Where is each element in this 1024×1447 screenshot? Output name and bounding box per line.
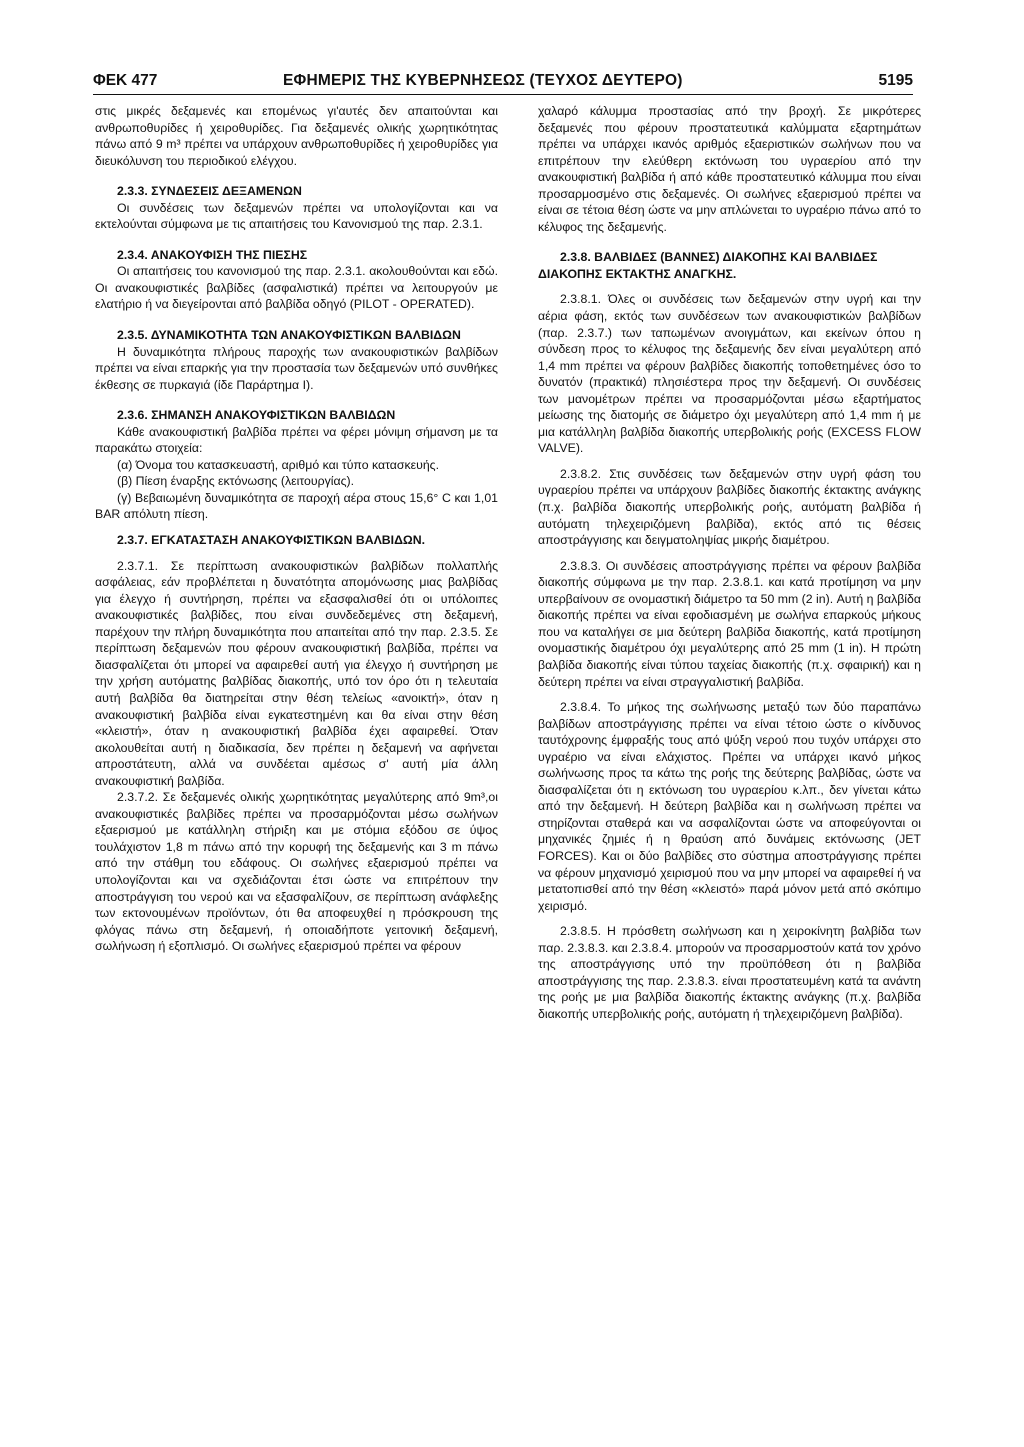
list-item-b: (β) Πίεση έναρξης εκτόνωσης (λειτουργίας).	[117, 474, 355, 489]
paragraph-2-3-7-1: 2.3.7.1. Σε περίπτωση ανακουφιστικών βαλβίδων πολλαπλής ασφάλειας, εάν προβλέπεται η δυνατότητα απομόνωσης μιας βαλβίδας για έλεγχο ή συντήρηση, πρέπει να εξασφαλισθεί ότι οι υπόλοιπες ανακουφιστικές βαλβίδες, που είναι συνδεδεμένες στη δεξαμενή, παρέχουν την πλήρη δυναμικότητα που απαιτείται από την παρ. 2.3.5. Σε περίπτωση δεξαμενών που φέρουν ανακουφιστική βαλβίδα, πρέπει να διασφαλίζεται ότι μπορεί να αφαιρεθεί αυτή για έλεγχο ή συντήρηση με την χρήση αυτόματης βαλβίδας διακοπής, υπό τον όρο ότι η τελευταία αυτή βαλβίδα θα διατηρείται στην θέση τελείως «ανοικτή», όταν η ανακουφιστική βαλβίδα είναι εγκατεστημένη και θα είναι στην θέση «κλειστή», όταν η ανακουφιστική βαλβίδα έχει αφαιρεθεί. Όταν ακολουθείται αυτή η διαδικασία, δεν πρέπει η δεξαμενή να αφήνεται απροστάτευτη, αλλά να συνδέεται αμέσως σ' αυτή μία άλλη ανακουφιστική βαλβίδα.	[95, 558, 498, 788]
right-column	[538, 103, 921, 1022]
paragraph: χαλαρό κάλυμμα προστασίας από την βροχή. Σε μικρότερες δεξαμενές που φέρουν προστατευτικά καλύμματα εξαρτημάτων πρέπει να υπάρχει ικανός αριθμός εξαεριστικών σωλήνων που να επιτρέπουν την ελεύθερη εκτόνωση του υγραερίου από την ανακουφιστική βαλβίδα ή από κάθε προστατευτικό κάλυμμα που είναι προσαρμοσμένο στις δεξαμενές. Οι σωλήνες εξαερισμού πρέπει να είναι σε τέτοια θέση ώστε να μην απλώνεται το υγραέριο πάνω από το κέλυφος της δεξαμενής.	[538, 104, 921, 234]
section-heading-2-3-3: 2.3.3. ΣΥΝΔΕΣΕΙΣ ΔΕΞΑΜΕΝΩΝ	[117, 184, 302, 199]
paragraph-2-3-8-4: 2.3.8.4. Το μήκος της σωλήνωσης μεταξύ των δύο παραπάνω βαλβίδων αποστράγγισης πρέπει να είναι τέτοιο ώστε ο κίνδυνος ταυτόχρονης έμφραξής τους από ψύξη νερού που τυχόν υπάρχει στο υγραέριο να είναι ελάχιστος. Πρέπει να υπάρχει ικανό μήκος σωλήνωσης προς τα κάτω της ροής της δεύτερης βαλβίδας, ώστε να διασφαλίζεται ότι η εκτόνωση του υγραερίου κ.λπ., δεν γίνεται κάτω από την δεξαμενή. Η δεύτερη βαλβίδα και η σωλήνωση πρέπει να στηρίζονται σταθερά και να ασφαλίζονται ώστε να αποφεύγονται οι μηχανικές ζημιές ή η θραύση από δυνάμεις εκτόνωσης (JET FORCES). Και οι δύο βαλβίδες στο σύστημα αποστράγγισης πρέπει να φέρουν μηχανισμό χειρισμού που να μην μπορεί να αφαιρεθεί ή να μετατοπισθεί από την θέση «κλειστό» παρά μόνον μετά από σκόπιμο χειρισμό.	[538, 700, 921, 913]
page-number: 5195	[878, 72, 913, 89]
list-item-c: (γ) Βεβαιωμένη δυναμικότητα σε παροχή αέρα στους 15,6° C και 1,01 BAR απόλυτη πίεση.	[95, 490, 498, 522]
section-heading-2-3-4: 2.3.4. ΑΝΑΚΟΥΦΙΣΗ ΤΗΣ ΠΙΕΣΗΣ	[117, 247, 308, 262]
gazette-title: ΕΦΗΜΕΡΙΣ ΤΗΣ ΚΥΒΕΡΝΗΣΕΩΣ (ΤΕΥΧΟΣ ΔΕΥΤΕΡΟ)	[283, 72, 683, 89]
section-heading-2-3-6: 2.3.6. ΣΗΜΑΝΣΗ ΑΝΑΚΟΥΦΙΣΤΙΚΩΝ ΒΑΛΒΙΔΩΝ	[117, 408, 396, 423]
paragraph: στις μικρές δεξαμενές και επομένως γι'αυτές δεν απαιτούνται και ανθρωποθυρίδες ή χειροθυρίδες. Για δεξαμενές ολικής χωρητικότητας πάνω από 9 m³ πρέπει να υπάρχουν ανθρωποθυρίδες ή χειροθυρίδες για διευκόλυνση του περιοδικού ελέγχου.	[95, 104, 498, 168]
page-header	[93, 62, 913, 95]
paragraph: Οι απαιτήσεις του κανονισμού της παρ. 2.3.1. ακολουθούνται και εδώ. Οι ανακουφιστικές βαλβίδες (ασφαλιστικά) πρέπει να λειτουργούν με ελατήριο ή να διεγείρονται από βαλβίδα οδηγό (PILOT - OPERATED).	[95, 264, 498, 312]
list-item-a: (α) Όνομα του κατασκευαστή, αριθμό και τύπο κατασκευής.	[117, 457, 440, 472]
section-heading-2-3-5: 2.3.5. ΔΥΝΑΜΙΚΟΤΗΤΑ ΤΩΝ ΑΝΑΚΟΥΦΙΣΤΙΚΩΝ ΒΑΛΒΙΔΩΝ	[117, 328, 461, 343]
paragraph-2-3-8-3: 2.3.8.3. Οι συνδέσεις αποστράγγισης πρέπει να φέρουν βαλβίδα διακοπής σύμφωνα με την παρ. 2.3.8.1. και κατά προτίμηση να μην υπερβαίνουν σε ονομαστική διάμετρο τα 50 mm (2 in). Αυτή η βαλβίδα διακοπής πρέπει να είναι εφοδιασμένη με σωλήνα επαρκούς μήκους που να καταλήγει σε μια δεύτερη βαλβίδα διακοπής, κατά προτίμηση ονομαστικής διαμέτρου όχι μεγαλύτερης από 25 mm (1 in). Η πρώτη βαλβίδα διακοπής είναι τύπου ταχείας διακοπής (π.χ. σφαιρική) και η δεύτερη πρέπει να είναι στραγγαλιστική βαλβίδα.	[538, 558, 921, 689]
paragraph-2-3-8-2: 2.3.8.2. Στις συνδέσεις των δεξαμενών στην υγρή φάση του υγραερίου πρέπει να υπάρχουν βαλβίδες διακοπής έκτακτης ανάγκης (π.χ. βαλβίδα διακοπής υπερβολικής ροής, αυτόματη βαλβίδα ή αυτόματη τηλεχειριζόμενη βαλβίδα), εκτός από τις θέσεις αποστράγγισης και δειγματοληψίας μικρής διαμέτρου.	[538, 466, 921, 548]
paragraph: Η δυναμικότητα πλήρους παροχής των ανακουφιστικών βαλβίδων πρέπει να είναι επαρκής για την προστασία των δεξαμενών υπό συνθήκες έκθεσης σε πυρκαγιά (ίδε Παράρτημα Ι).	[95, 344, 498, 392]
section-heading-2-3-7: 2.3.7. ΕΓΚΑΤΑΣΤΑΣΗ ΑΝΑΚΟΥΦΙΣΤΙΚΩΝ ΒΑΛΒΙΔΩΝ.	[117, 533, 426, 548]
gazette-issue-number: ΦΕΚ 477	[93, 72, 158, 89]
paragraph-2-3-7-2: 2.3.7.2. Σε δεξαμενές ολικής χωρητικότητας μεγαλύτερης από 9m³,οι ανακουφιστικές βαλβίδες πρέπει να προσαρμόζονται μέσω σωλήνων εξαερισμού με κατάλληλη στήριξη και με στόμια εξόδου σε ύψος τουλάχιστον 1,8 m πάνω από την κορυφή της δεξαμενής και 3 m πάνω από την στάθμη του εδάφους. Οι σωλήνες εξαερισμού πρέπει να υπολογίζονται και να σχεδιάζονται έτσι ώστε να επιτρέπουν την αποστράγγιση του νερού και να εξασφαλίζουν, σε περίπτωση ανάφλεξης των εκτονουμένων προϊόντων, ότι θα αποφευχθεί η πρόσκρουση της φλόγας πάνω στη δεξαμενή, ή οποιαδήποτε γειτονική δεξαμενή, σωλήνωση ή εξοπλισμό. Οι σωλήνες εξαερισμού πρέπει να φέρουν	[95, 790, 498, 954]
paragraph: Κάθε ανακουφιστική βαλβίδα πρέπει να φέρει μόνιμη σήμανση με τα παρακάτω στοιχεία:	[95, 424, 498, 456]
section-heading-2-3-8: 2.3.8. ΒΑΛΒΙΔΕΣ (ΒΑΝΝΕΣ) ΔΙΑΚΟΠΗΣ ΚΑΙ ΒΑΛΒΙΔΕΣ ΔΙΑΚΟΠΗΣ ΕΚΤΑΚΤΗΣ ΑΝΑΓΚΗΣ.	[538, 250, 878, 281]
paragraph-2-3-8-5: 2.3.8.5. Η πρόσθετη σωλήνωση και η χειροκίνητη βαλβίδα των παρ. 2.3.8.3. και 2.3.8.4. μπορούν να προσαρμοστούν κατά τον χρόνο της αποστράγγισης υπό την προϋπόθεση ότι η βαλβίδα αποστράγγισης της παρ. 2.3.8.3. είναι προστατευμένη κατά τα ανάντη της ροής με μια βαλβίδα διακοπής έκτακτης ανάγκης (π.χ. βαλβίδα διακοπής υπερβολικής ροής, αυτόματη ή τηλεχειριζόμενη βαλβίδα).	[538, 924, 921, 1021]
paragraph: Οι συνδέσεις των δεξαμενών πρέπει να υπολογίζονται και να εκτελούνται σύμφωνα με τις απαιτήσεις του Κανονισμού της παρ. 2.3.1.	[95, 200, 498, 232]
paragraph-2-3-8-1: 2.3.8.1. Όλες οι συνδέσεις των δεξαμενών στην υγρή και την αέρια φάση, εκτός των συνδέσεων των ανακουφιστικών βαλβίδων (παρ. 2.3.7.) των ταπωμένων ανοιγμάτων, και εκείνων όπου η σύνδεση προς το κέλυφος της δεξαμενής δεν είναι μεγαλύτερη από 1,4 mm πρέπει να φέρουν βαλβίδες διακοπής τοποθετημένες όσο το δυνατόν (πρακτικά) πλησιέστερα προς την δεξαμενή. Οι συνδέσεις των μανομέτρων πρέπει να προσαρμόζονται μέσω εξαρτήματος μείωσης της διατομής σε διάμετρο όχι μεγαλύτερη από 1,4 mm ή με μια κατάλληλη βαλβίδα διακοπής υπερβολικής ροής (EXCESS FLOW VALVE).	[538, 292, 921, 456]
left-column	[95, 103, 498, 955]
